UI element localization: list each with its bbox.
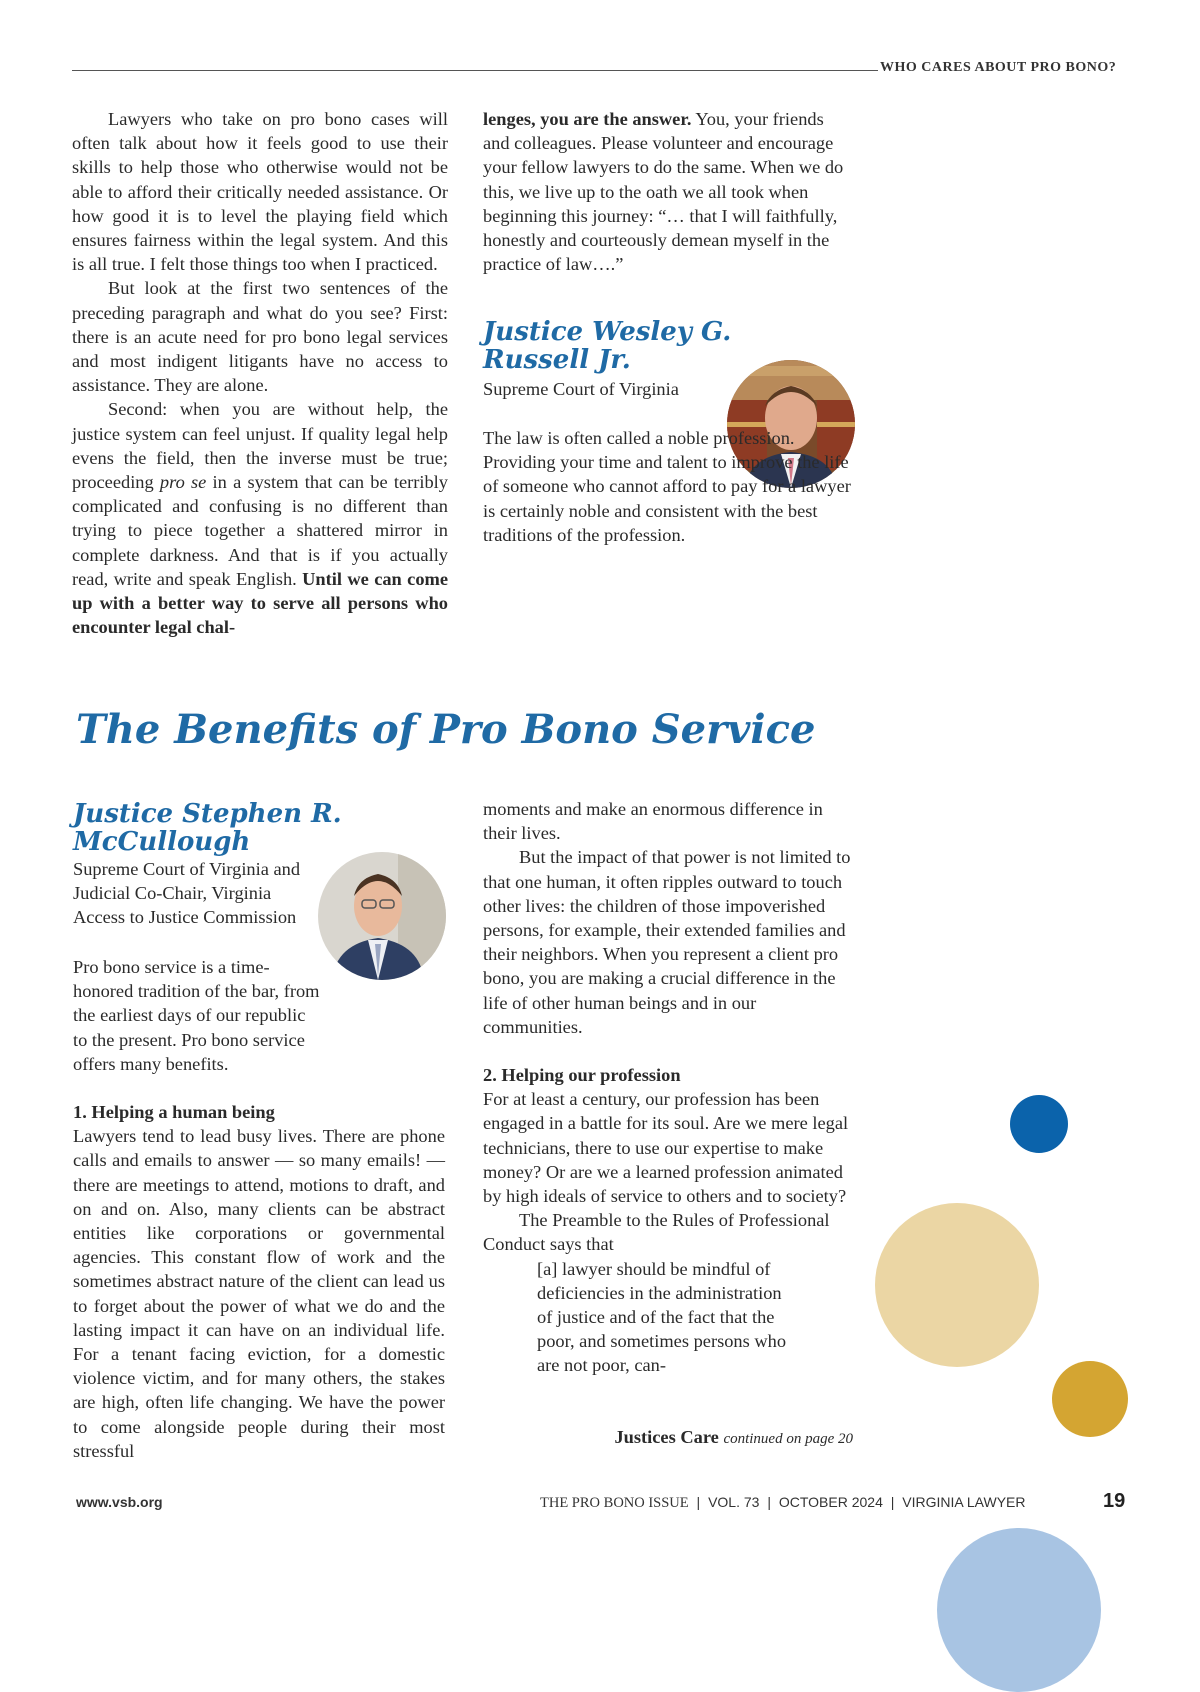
justice-mccullough-name: Justice Stephen R. McCullough <box>73 799 342 857</box>
decorative-dot-tan <box>875 1203 1039 1367</box>
decorative-dot-light-blue <box>937 1528 1101 1692</box>
blockquote: [a] lawyer should be mindful of deficiencies in the administration of justice and of the fact that the poor, and sometimes persons who are not poor, can- <box>537 1258 787 1376</box>
bottom-left-column <box>73 955 445 1463</box>
decorative-dot-gold <box>1052 1361 1128 1437</box>
paragraph: Second: when you are without help, the justice system can feel unjust. If quality legal help evens the field, then the inverse must be true; proceeding pro se in a system that can be terribly complicated and confusing is no different than trying to piece together a shattered mirror in complete darkness. And that is if you actually read, write and speak English. Until we can come up with a better way to serve all persons who encounter legal chal- <box>72 399 448 638</box>
paragraph: Lawyers tend to lead busy lives. There are phone calls and emails to answer — so many emails! — there are meetings to attend, motions to draft, and on and on. Also, many clients can be abstract entities like corporations or governmental agencies. This constant flow of work and the sometimes abstract nature of the client can lead us to forget about the power of what we do and the lasting impact it can have on an individual life. For a tenant facing eviction, for a domestic violence victim, and for many others, the stakes are high, often life changing. We have the power to come alongside people during their most stressful <box>73 1126 445 1461</box>
footer-issue-line: THE PRO BONO ISSUE | VOL. 73 | OCTOBER 2024 | VIRGINIA LAWYER <box>540 1494 1026 1511</box>
header-rule <box>72 70 878 71</box>
subheading-helping-human: 1. Helping a human being <box>73 1102 275 1123</box>
justice-mccullough-affiliation: Supreme Court of Virginia and Judicial Co-Chair, Virginia Access to Justice Commission <box>73 859 301 928</box>
top-left-column <box>72 107 448 639</box>
footer-url[interactable]: www.vsb.org <box>76 1494 163 1510</box>
top-right-column <box>483 107 851 276</box>
justice-russell-name: Justice Wesley G. Russell Jr. <box>483 317 732 375</box>
paragraph: Pro bono service is a time-honored tradition of the bar, from the earliest days of our republic to the present. Pro bono service offers many benefits. <box>73 957 320 1074</box>
paragraph: For at least a century, our profession has been engaged in a battle for its soul. Are we mere legal technicians, there to use our expertise to make money? Or are we a learned profession animated by high ideals of service to others and to society? <box>483 1089 849 1207</box>
section-label: WHO CARES ABOUT PRO BONO? <box>880 60 1117 75</box>
paragraph: The Preamble to the Rules of Professional Conduct says that <box>483 1210 830 1255</box>
paragraph: moments and make an enormous difference in their lives. <box>483 799 823 844</box>
section-title: The Benefits of Pro Bono Service <box>76 706 816 753</box>
justice-russell-court: Supreme Court of Virginia <box>483 379 679 399</box>
paragraph: But the impact of that power is not limited to that one human, it often ripples outward to touch other lives: the children of those impoverished persons, for example, their extended families and their neighbors. When you represent a client pro bono, you are making a crucial difference in the life of other human beings and in our communities. <box>483 847 851 1037</box>
decorative-dot-blue <box>1010 1095 1068 1153</box>
paragraph: lenges, you are the answer. You, your friends and colleagues. Please volunteer and encourage your fellow lawyers to do the same. When we do this, we live up to the oath we all took when beginning this journey: “… that I will faithfully, honestly and courteously demean myself in the practice of law….” <box>483 109 844 275</box>
subheading-helping-profession: 2. Helping our profession <box>483 1065 681 1086</box>
paragraph: But look at the first two sentences of the preceding paragraph and what do you see? First: there is an acute need for pro bono legal services and most indigent litigants have no access to assistance. They are alone. <box>72 278 448 396</box>
continued-jump-line[interactable]: Justices Care continued on page 20 <box>614 1427 853 1447</box>
page-number: 19 <box>1103 1490 1126 1512</box>
paragraph: Lawyers who take on pro bono cases will often talk about how it feels good to use their skills to help those who otherwise would not be able to afford their critically needed assistance. Or how good it is to level the playing field which ensures fairness within the legal system. And this is all true. I felt those things too when I practiced. <box>72 109 448 275</box>
justice-russell-quote: The law is often called a noble profession. Providing your time and talent to improve the life of someone who cannot afford to pay for a lawyer is certainly noble and consistent with the best traditions of the profession. <box>483 428 851 545</box>
bottom-right-column <box>483 797 855 1378</box>
